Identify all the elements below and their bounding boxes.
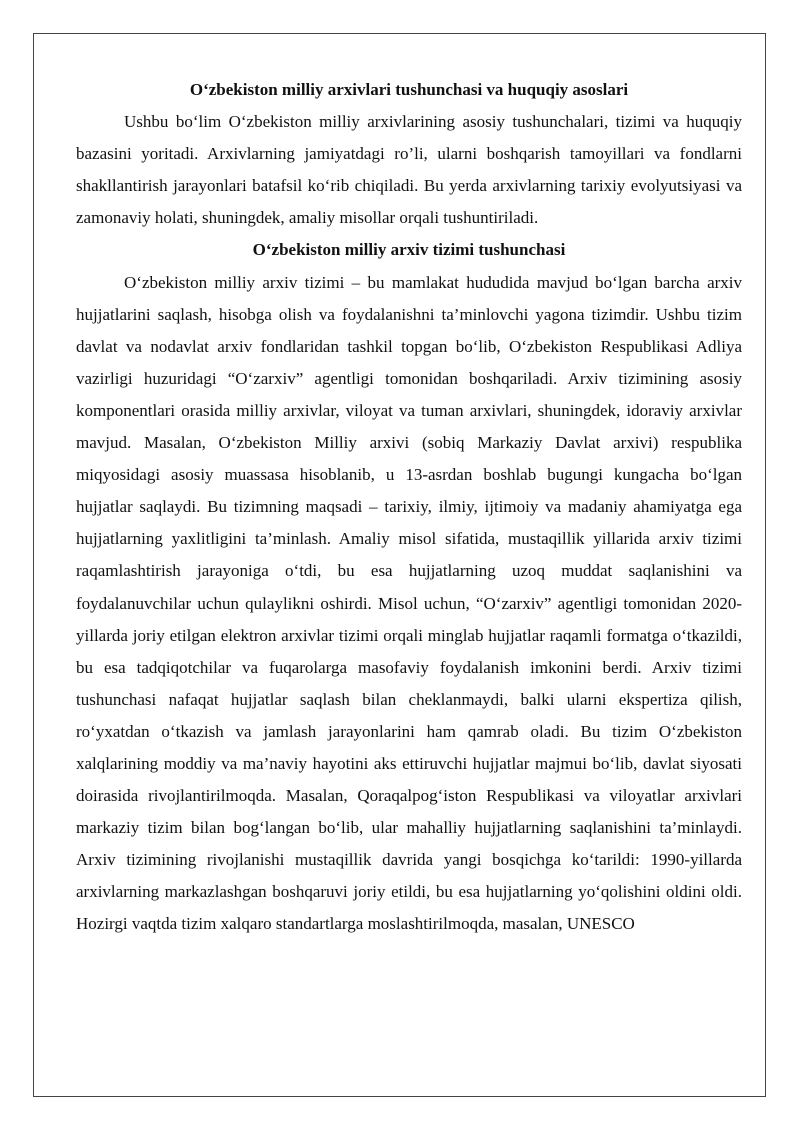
body-paragraph: O‘zbekiston milliy arxiv tizimi – bu mamlakat hududida mavjud bo‘lgan barcha arxiv hujjatlarini saqlash, hisobga olish va foydalanishni ta’minlovchi yagona tizimdir. Ushbu tizim davlat va nodavlat arxiv fondlaridan tashkil topgan bo‘lib, O‘zbekiston Respublikasi Adliya vazirligi huzuridagi “O‘zarxiv” agentligi tomonidan boshqariladi. Arxiv tizimining asosiy komponentlari orasida milliy arxivlar, viloyat va tuman arxivlari, shuningdek, idoraviy arxivlar mavjud. Masalan, O‘zbekiston Milliy arxivi (sobiq Markaziy Davlat arxivi) respublika miqyosidagi asosiy muassasa hisoblanib, u 13-asrdan boshlab bugungi kungacha bo‘lgan hujjatlar saqlaydi. Bu tizimning maqsadi – tarixiy, ilmiy, ijtimoiy va madaniy ahamiyatga ega hujjatlarning yaxlitligini ta’minlash. Amaliy misol sifatida, mustaqillik yillarida arxiv tizimi raqamlashtirish jarayoniga o‘tdi, bu esa hujjatlarning uzoq muddat saqlanishini va foydalanuvchilar uchun qulaylikni oshirdi. Misol uchun, “O‘zarxiv” agentligi tomonidan 2020-yillarda joriy etilgan elektron arxivlar tizimi orqali minglab hujjatlar raqamli formatga o‘tkazildi, bu esa tadqiqotchilar va fuqarolarga masofaviy foydalanish imkonini berdi. Arxiv tizimi tushunchasi nafaqat hujjatlar saqlash bilan cheklanmaydi, balki ularni ekspertiza qilish, ro‘yxatdan o‘tkazish va jamlash jarayonlarini ham qamrab oladi. Bu tizim O‘zbekiston xalqlarining moddiy va ma’naviy hayotini aks ettiruvchi hujjatlar majmui bo‘lib, davlat siyosati doirasida rivojlantirilmoqda. Masalan, Qoraqalpog‘iston Respublikasi va viloyatlar arxivlari markaziy tizim bilan bog‘langan bo‘lib, ular mahalliy hujjatlarning saqlanishini ta’minlaydi. Arxiv tizimining rivojlanishi mustaqillik davrida yangi bosqichga ko‘tarildi: 1990-yillarda arxivlarning markazlashgan boshqaruvi joriy etildi, bu esa hujjatlarning yo‘qolishini oldini oldi. Hozirgi vaqtda tizim xalqaro standartlarga moslashtirilmoqda, masalan, UNESCO [76, 272, 742, 934]
document-body [76, 74, 742, 941]
section-heading: O‘zbekiston milliy arxivlari tushunchasi va huquqiy asoslari [189, 80, 629, 99]
subsection-heading: O‘zbekiston milliy arxiv tizimi tushunchasi [252, 240, 566, 260]
intro-paragraph: Ushbu bo‘lim O‘zbekiston milliy arxivlarining asosiy tushunchalari, tizimi va huquqiy bazasini yoritadi. Arxivlarning jamiyatdagi ro’li, ularni boshqarish tamoyillari va fondlarni shakllantirish jarayonlari batafsil ko‘rib chiqiladi. Bu yerda arxivlarning tarixiy evolyutsiyasi va zamonaviy holati, shuningdek, amaliy misollar orqali tushuntiriladi. [76, 112, 742, 228]
